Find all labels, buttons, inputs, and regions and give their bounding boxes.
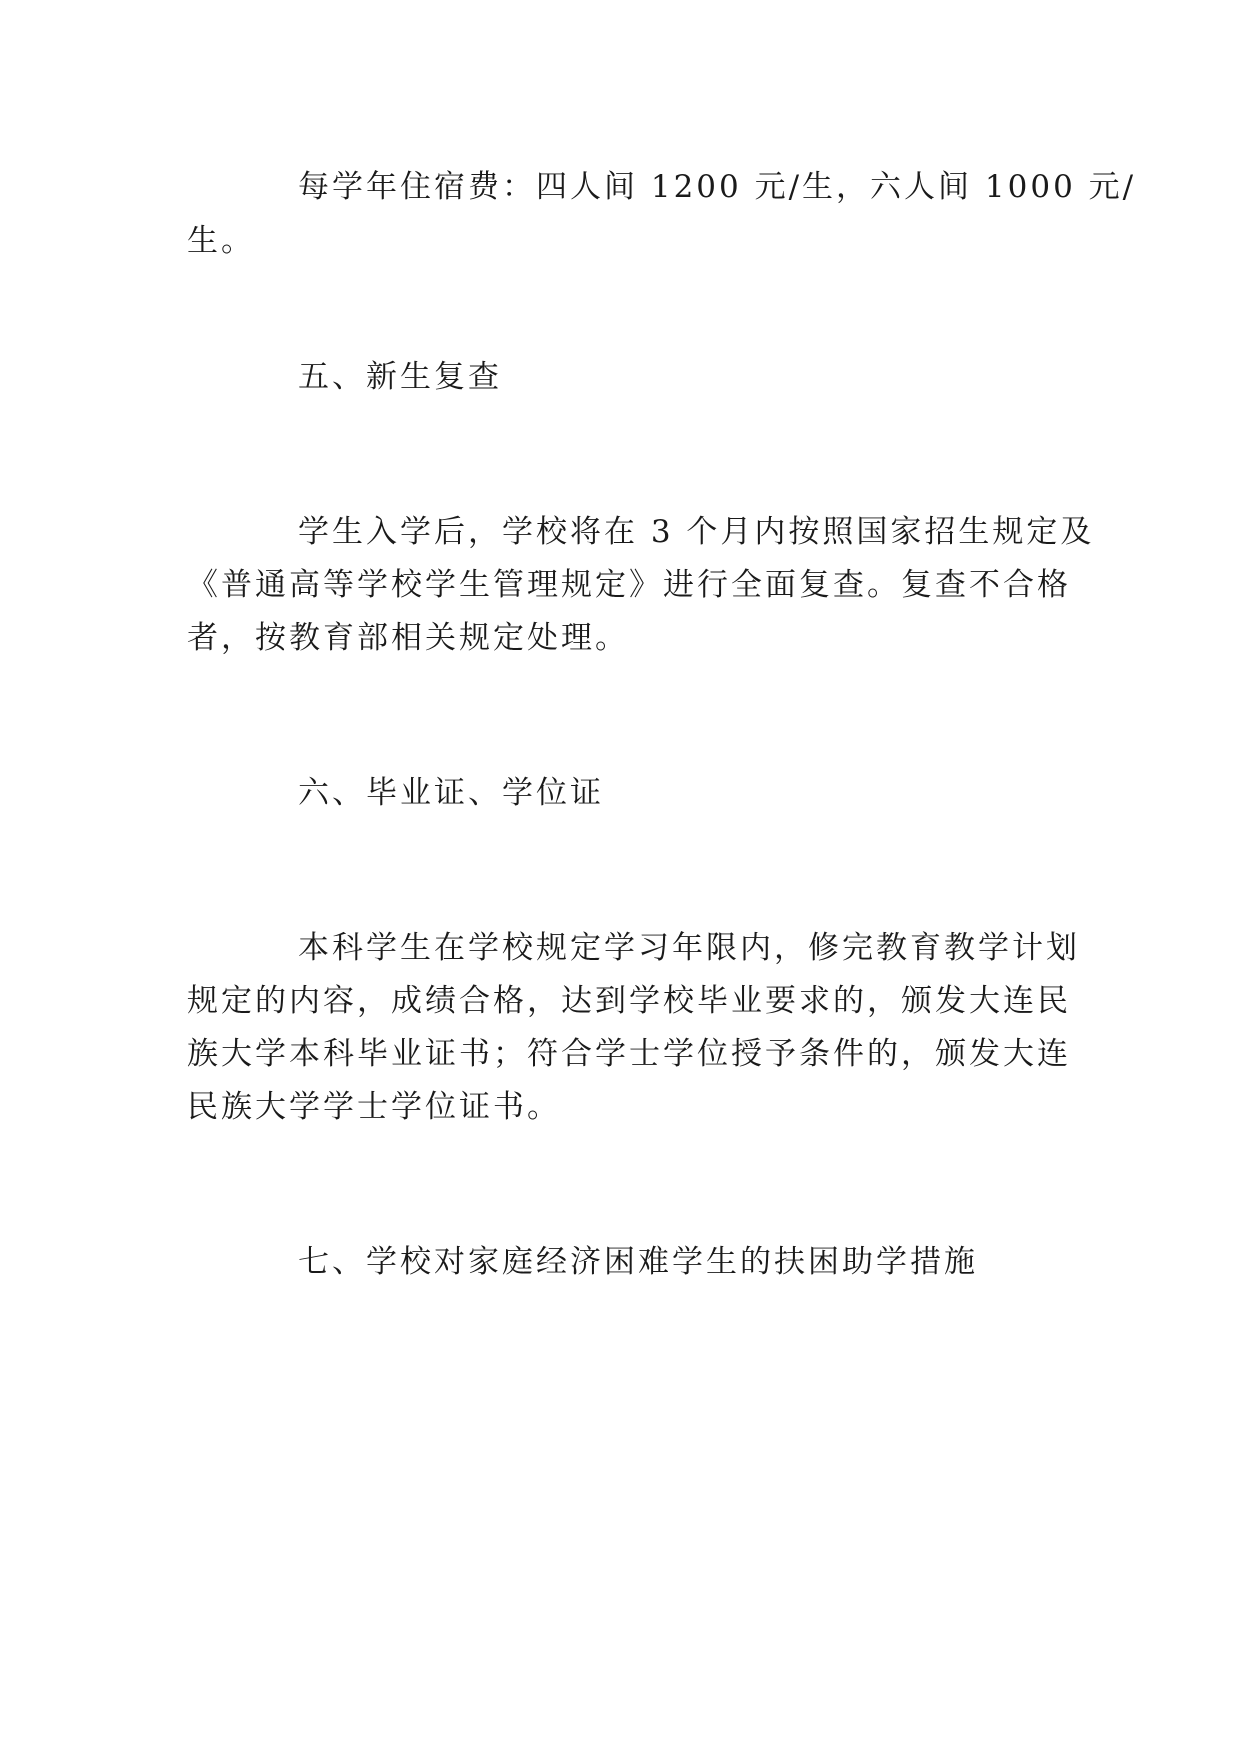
fee-line-1: 每学年住宿费：四人间 1200 元/生，六人间 1000 元/: [298, 169, 1137, 205]
section6-line-3: 族大学本科毕业证书；符合学士学位授予条件的，颁发大连: [187, 1036, 1071, 1072]
section5-line-2: 《普通高等学校学生管理规定》进行全面复查。复查不合格: [187, 567, 1071, 603]
section5-heading: 五、新生复查: [298, 359, 502, 395]
section7-heading: 七、学校对家庭经济困难学生的扶困助学措施: [298, 1244, 978, 1280]
section6-line-1: 本科学生在学校规定学习年限内，修完教育教学计划: [298, 930, 1080, 966]
section6-line-2: 规定的内容，成绩合格，达到学校毕业要求的，颁发大连民: [187, 983, 1071, 1019]
section5-line-1: 学生入学后，学校将在 3 个月内按照国家招生规定及: [298, 514, 1095, 550]
fee-line-2: 生。: [187, 223, 255, 259]
section6-line-4: 民族大学学士学位证书。: [187, 1089, 561, 1125]
section5-line-3: 者，按教育部相关规定处理。: [187, 620, 629, 656]
section6-heading: 六、毕业证、学位证: [298, 775, 604, 811]
